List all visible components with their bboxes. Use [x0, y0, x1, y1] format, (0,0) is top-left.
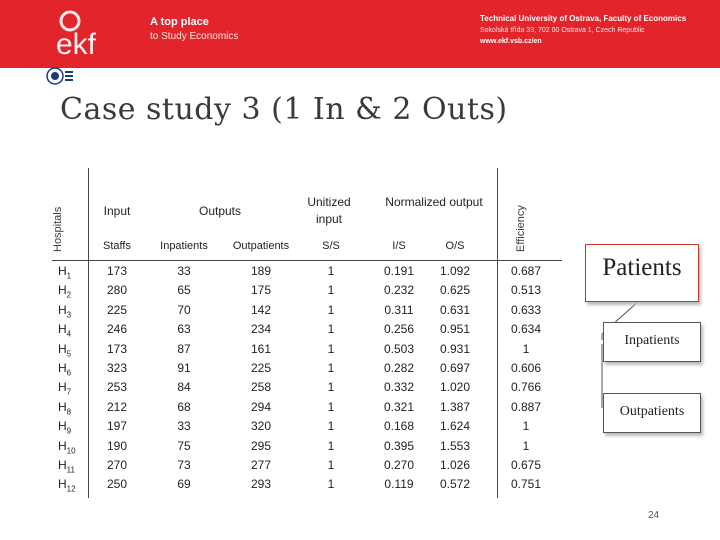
inpatients-node-label: Inpatients: [624, 333, 680, 348]
cell-inp-h12: 69: [177, 477, 191, 491]
row-label-h9: $H_9$: [58, 419, 72, 436]
university-name: Technical University of Ostrava, Faculty of Economics: [480, 14, 687, 23]
cell-os-h12: 0.572: [439, 477, 471, 491]
cell-eff-h1: 0.687: [510, 264, 542, 278]
cell-outp-h4: 234: [250, 322, 272, 336]
cell-outp-h10: 295: [250, 439, 272, 453]
table-header-divider: [52, 260, 562, 261]
cell-is-h2: 0.232: [383, 283, 415, 297]
cell-eff-h7: 0.766: [510, 380, 542, 394]
cell-os-h5: 0.931: [439, 342, 471, 356]
cell-staffs-h6: 323: [106, 361, 128, 375]
cell-os-h8: 1.387: [439, 400, 471, 414]
subheader-ss: S/S: [322, 240, 340, 252]
row-label-h3: $H_3$: [58, 303, 72, 320]
cell-is-h3: 0.311: [384, 303, 414, 317]
cell-outp-h6: 225: [250, 361, 272, 375]
row-label-h11: $H_{11}$: [58, 458, 75, 475]
cell-ss-h11: 1: [327, 458, 335, 472]
logo-text: ekf: [56, 28, 97, 61]
cell-is-h8: 0.321: [383, 400, 415, 414]
cell-eff-h6: 0.606: [510, 361, 542, 375]
cell-ss-h8: 1: [327, 400, 335, 414]
cell-os-h2: 0.625: [439, 283, 471, 297]
cell-ss-h6: 1: [327, 361, 335, 375]
university-website[interactable]: www.ekf.vsb.cz/en: [480, 38, 542, 45]
row-label-h10: $H_{10}$: [58, 439, 76, 456]
col-hospitals-header: Hospitals: [52, 206, 64, 252]
cell-eff-h9: 1: [522, 419, 530, 433]
table-left-divider: [88, 168, 89, 498]
cell-ss-h5: 1: [327, 342, 335, 356]
page-number: 24: [648, 510, 660, 521]
cell-os-h1: 1.092: [439, 264, 471, 278]
tagline-line-1: A top place: [150, 16, 209, 28]
cell-eff-h12: 0.751: [510, 477, 542, 491]
cell-inp-h8: 68: [177, 400, 191, 414]
cell-os-h10: 1.553: [439, 439, 471, 453]
cell-is-h9: 0.168: [383, 419, 415, 433]
col-efficiency-header: Efficiency: [515, 205, 527, 252]
cell-outp-h12: 293: [250, 477, 272, 491]
page-title: Case study 3 (1 In & 2 Outs): [60, 92, 508, 127]
cell-ss-h9: 1: [327, 419, 335, 433]
cell-inp-h6: 91: [177, 361, 191, 375]
cell-ss-h12: 1: [327, 477, 335, 491]
cell-is-h6: 0.282: [383, 361, 415, 375]
cell-outp-h2: 175: [250, 283, 272, 297]
cell-is-h11: 0.270: [383, 458, 415, 472]
cell-outp-h7: 258: [250, 380, 272, 394]
cell-os-h9: 1.624: [439, 419, 471, 433]
cell-eff-h4: 0.634: [510, 322, 542, 336]
subheader-staffs: Staffs: [103, 240, 131, 252]
cell-staffs-h3: 225: [106, 303, 128, 317]
cell-staffs-h9: 197: [106, 419, 128, 433]
subheader-inpatients: Inpatients: [160, 240, 208, 252]
cell-staffs-h2: 280: [106, 283, 128, 297]
outpatients-node: [603, 393, 701, 433]
cell-ss-h2: 1: [327, 283, 335, 297]
cell-is-h10: 0.395: [383, 439, 415, 453]
inpatients-node: [603, 322, 701, 362]
university-address: Sokolská třída 33, 702 00 Ostrava 1, Czech Republic: [480, 27, 645, 34]
cell-is-h5: 0.503: [383, 342, 415, 356]
cell-os-h7: 1.020: [439, 380, 471, 394]
cell-inp-h10: 75: [177, 439, 191, 453]
cell-eff-h10: 1: [522, 439, 530, 453]
cell-is-h1: 0.191: [383, 264, 415, 278]
cell-inp-h7: 84: [177, 380, 191, 394]
cell-os-h11: 1.026: [439, 458, 471, 472]
subheader-is: I/S: [392, 240, 406, 252]
cell-ss-h4: 1: [327, 322, 335, 336]
cell-inp-h4: 63: [177, 322, 191, 336]
header-unitized-input: Unitized input: [307, 195, 351, 226]
subheader-outpatients: Outpatients: [232, 240, 290, 252]
cell-eff-h11: 0.675: [510, 458, 542, 472]
cell-inp-h2: 65: [177, 283, 191, 297]
ekf-logo: [48, 4, 120, 66]
cell-is-h7: 0.332: [383, 380, 415, 394]
cell-eff-h8: 0.887: [510, 400, 542, 414]
cell-os-h6: 0.697: [439, 361, 471, 375]
cell-staffs-h12: 250: [106, 477, 128, 491]
row-label-h4: $H_4$: [58, 322, 72, 339]
row-label-h1: $H_1$: [58, 264, 72, 281]
cell-eff-h3: 0.633: [510, 303, 542, 317]
cell-ss-h10: 1: [327, 439, 335, 453]
table-right-divider: [497, 168, 498, 498]
header-normalized-output: Normalized output: [385, 195, 483, 209]
row-label-h6: $H_6$: [58, 361, 72, 378]
cell-ss-h3: 1: [327, 303, 335, 317]
cell-eff-h2: 0.513: [510, 283, 542, 297]
cell-is-h12: 0.119: [384, 477, 414, 491]
cell-inp-h11: 73: [177, 458, 191, 472]
cell-outp-h3: 142: [250, 303, 272, 317]
row-label-h2: $H_2$: [58, 283, 72, 300]
cell-staffs-h4: 246: [106, 322, 128, 336]
cell-ss-h1: 1: [327, 264, 335, 278]
university-seal-icon: [45, 66, 75, 90]
cell-staffs-h10: 190: [106, 439, 128, 453]
outpatients-node-label: Outpatients: [619, 404, 685, 419]
cell-inp-h1: 33: [177, 264, 191, 278]
patients-node-label: Patients: [602, 254, 682, 281]
cell-staffs-h7: 253: [106, 380, 128, 394]
tagline-line-2: to Study Economics: [150, 31, 239, 42]
subheader-os: O/S: [445, 240, 465, 252]
cell-ss-h7: 1: [327, 380, 335, 394]
patients-node: [585, 244, 699, 302]
cell-inp-h5: 87: [177, 342, 191, 356]
cell-os-h3: 0.631: [439, 303, 471, 317]
cell-staffs-h11: 270: [106, 458, 128, 472]
cell-outp-h5: 161: [250, 342, 272, 356]
cell-outp-h9: 320: [250, 419, 272, 433]
header-input: Input: [103, 204, 131, 218]
row-label-h12: $H_{12}$: [58, 477, 76, 494]
header-outputs: Outputs: [198, 204, 242, 218]
cell-staffs-h1: 173: [106, 264, 128, 278]
cell-staffs-h8: 212: [106, 400, 128, 414]
cell-outp-h11: 277: [250, 458, 272, 472]
cell-outp-h1: 189: [250, 264, 272, 278]
cell-is-h4: 0.256: [383, 322, 415, 336]
cell-inp-h9: 33: [177, 419, 191, 433]
cell-inp-h3: 70: [177, 303, 191, 317]
row-label-h8: $H_8$: [58, 400, 72, 417]
row-label-h7: $H_7$: [58, 380, 72, 397]
cell-outp-h8: 294: [250, 400, 272, 414]
cell-staffs-h5: 173: [106, 342, 128, 356]
cell-os-h4: 0.951: [439, 322, 471, 336]
cell-eff-h5: 1: [522, 342, 530, 356]
row-label-h5: $H_5$: [58, 342, 72, 359]
